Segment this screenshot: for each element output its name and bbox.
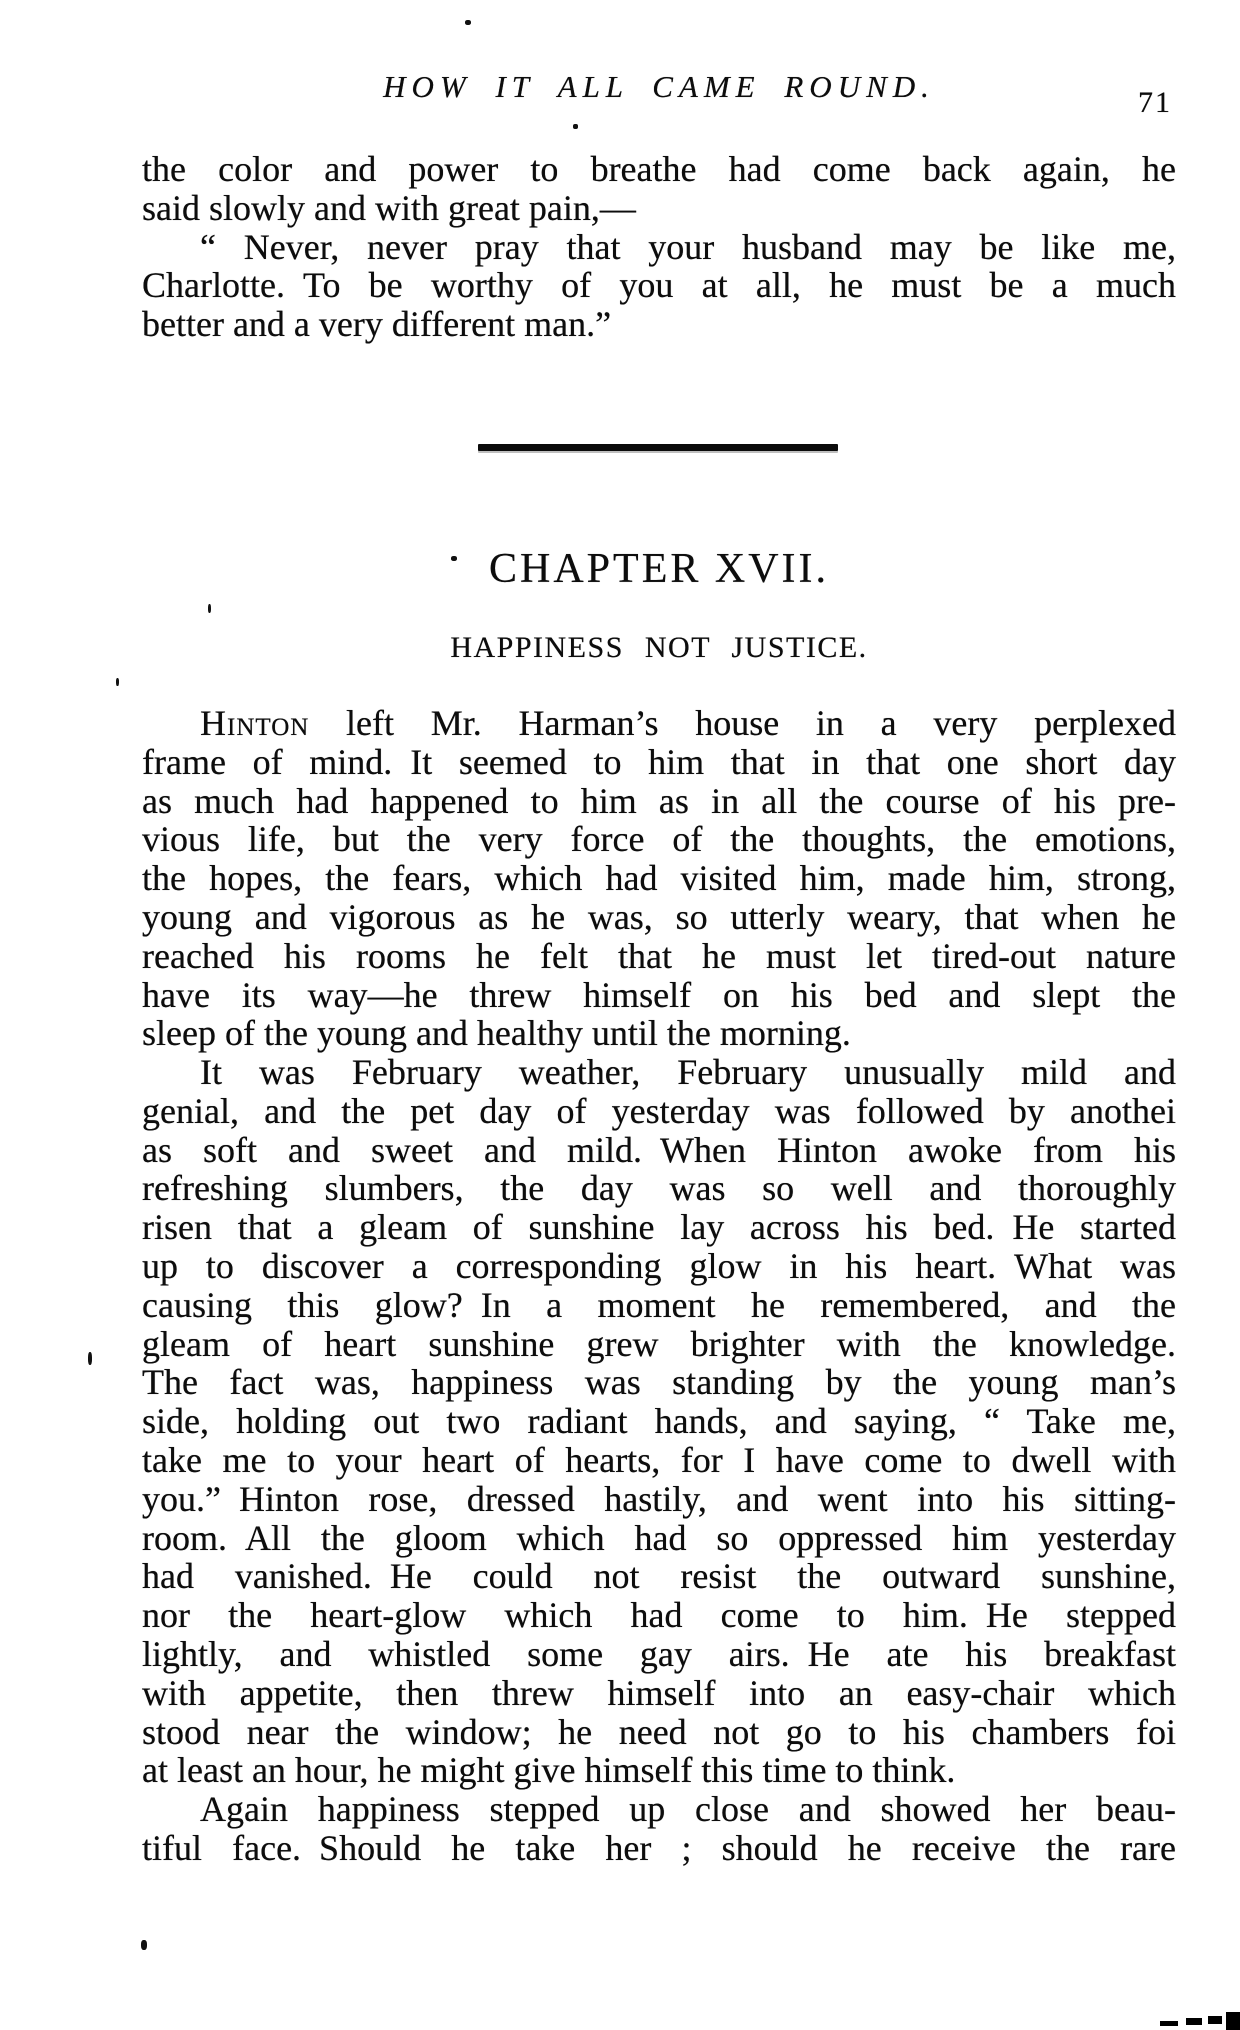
text-line: reached his rooms he felt that he must let tired-out nature: [142, 935, 1176, 976]
ink-speck: [116, 678, 119, 686]
text-line: better and a very different man.”: [142, 304, 612, 345]
text-line: you.” Hinton rose, dressed hastily, and went into his sitting-: [142, 1478, 1176, 1519]
text-line: Charlotte. To be worthy of you at all, he must be a much: [142, 265, 1176, 306]
ink-speck: [141, 1940, 147, 1950]
ink-speck: [451, 556, 457, 561]
running-head-title: HOW IT ALL CAME ROUND.: [383, 69, 935, 104]
ink-speck: [465, 20, 471, 25]
text-line: side, holding out two radiant hands, and saying, “ Take me,: [142, 1401, 1176, 1442]
scan-edge-artifact: [1186, 2018, 1202, 2025]
text-line: young and vigorous as he was, so utterly weary, that when he: [142, 896, 1176, 937]
page-number: 71: [1138, 86, 1172, 119]
text-line: have its way—he threw himself on his bed and slept the: [142, 974, 1176, 1015]
text-line: said slowly and with great pain,—: [142, 187, 636, 228]
text-line: genial, and the pet day of yesterday was followed by anothei: [142, 1090, 1176, 1131]
text-line: It was February weather, February unusually mild and: [200, 1052, 1176, 1092]
text-line: causing this glow? In a moment he remembered, and the: [142, 1284, 1176, 1325]
text-line: gleam of heart sunshine grew brighter with the knowledge.: [142, 1323, 1176, 1364]
text-line: up to discover a corresponding glow in his heart. What was: [142, 1245, 1176, 1286]
text-line: Again happiness stepped up close and showed her beau-: [200, 1789, 1176, 1829]
text-line: at least an hour, he might give himself this time to think.: [142, 1750, 956, 1791]
text-line: nor the heart-glow which had come to him. He stepped: [142, 1595, 1176, 1636]
text-line: sleep of the young and healthy until the morning.: [142, 1013, 851, 1054]
small-caps-word: Hinton: [200, 703, 310, 743]
text-line: room. All the gloom which had so oppressed him yesterday: [142, 1517, 1176, 1558]
text-line: risen that a gleam of sunshine lay across his bed. He started: [142, 1207, 1176, 1248]
text-line: stood near the window; he need not go to his chambers foi: [142, 1711, 1176, 1752]
text-line: Hinton left Mr. Harman’s house in a very perplexed: [200, 703, 1176, 743]
paragraph-hinton-left: [142, 704, 1176, 1053]
text-line: frame of mind. It seemed to him that in that one short day: [142, 741, 1176, 782]
chapter-heading: CHAPTER XVII.: [489, 546, 829, 592]
text-line: lightly, and whistled some gay airs. He ate his breakfast: [142, 1633, 1176, 1674]
text-line: had vanished. He could not resist the outward sunshine,: [142, 1556, 1176, 1597]
text-line: vious life, but the very force of the thoughts, the emotions,: [142, 819, 1176, 860]
chapter-subtitle: HAPPINESS NOT JUSTICE.: [450, 631, 868, 664]
text-line: refreshing slumbers, the day was so well and thoroughly: [142, 1168, 1176, 1209]
text-line: tiful face. Should he take her ; should he receive the rare: [142, 1827, 1176, 1868]
text-line: as much had happened to him as in all the course of his pre-: [142, 780, 1176, 821]
ink-speck: [573, 124, 578, 129]
text-line: as soft and sweet and mild. When Hinton awoke from his: [142, 1129, 1176, 1170]
paragraph-february: [142, 1053, 1176, 1790]
section-divider-rule: [478, 444, 838, 451]
ink-speck: [208, 604, 211, 613]
text-line: with appetite, then threw himself into an easy-chair which: [142, 1672, 1176, 1713]
scan-edge-artifact: [1226, 2012, 1240, 2030]
scan-edge-artifact: [1208, 2016, 1222, 2024]
paragraph-again-happiness: [142, 1790, 1176, 1868]
text-line: take me to your heart of hearts, for I have come to dwell with: [142, 1439, 1176, 1480]
text-line: the hopes, the fears, which had visited him, made him, strong,: [142, 858, 1176, 899]
running-head: [142, 70, 1176, 126]
ink-speck: [88, 1352, 92, 1365]
text-line: “ Never, never pray that your husband may be like me,: [200, 226, 1176, 267]
text-line: The fact was, happiness was standing by the young man’s: [142, 1362, 1176, 1403]
text-line: the color and power to breathe had come back again, he: [142, 149, 1176, 189]
paragraph-dialogue: [142, 150, 1176, 344]
scan-edge-artifact: [1160, 2021, 1178, 2026]
